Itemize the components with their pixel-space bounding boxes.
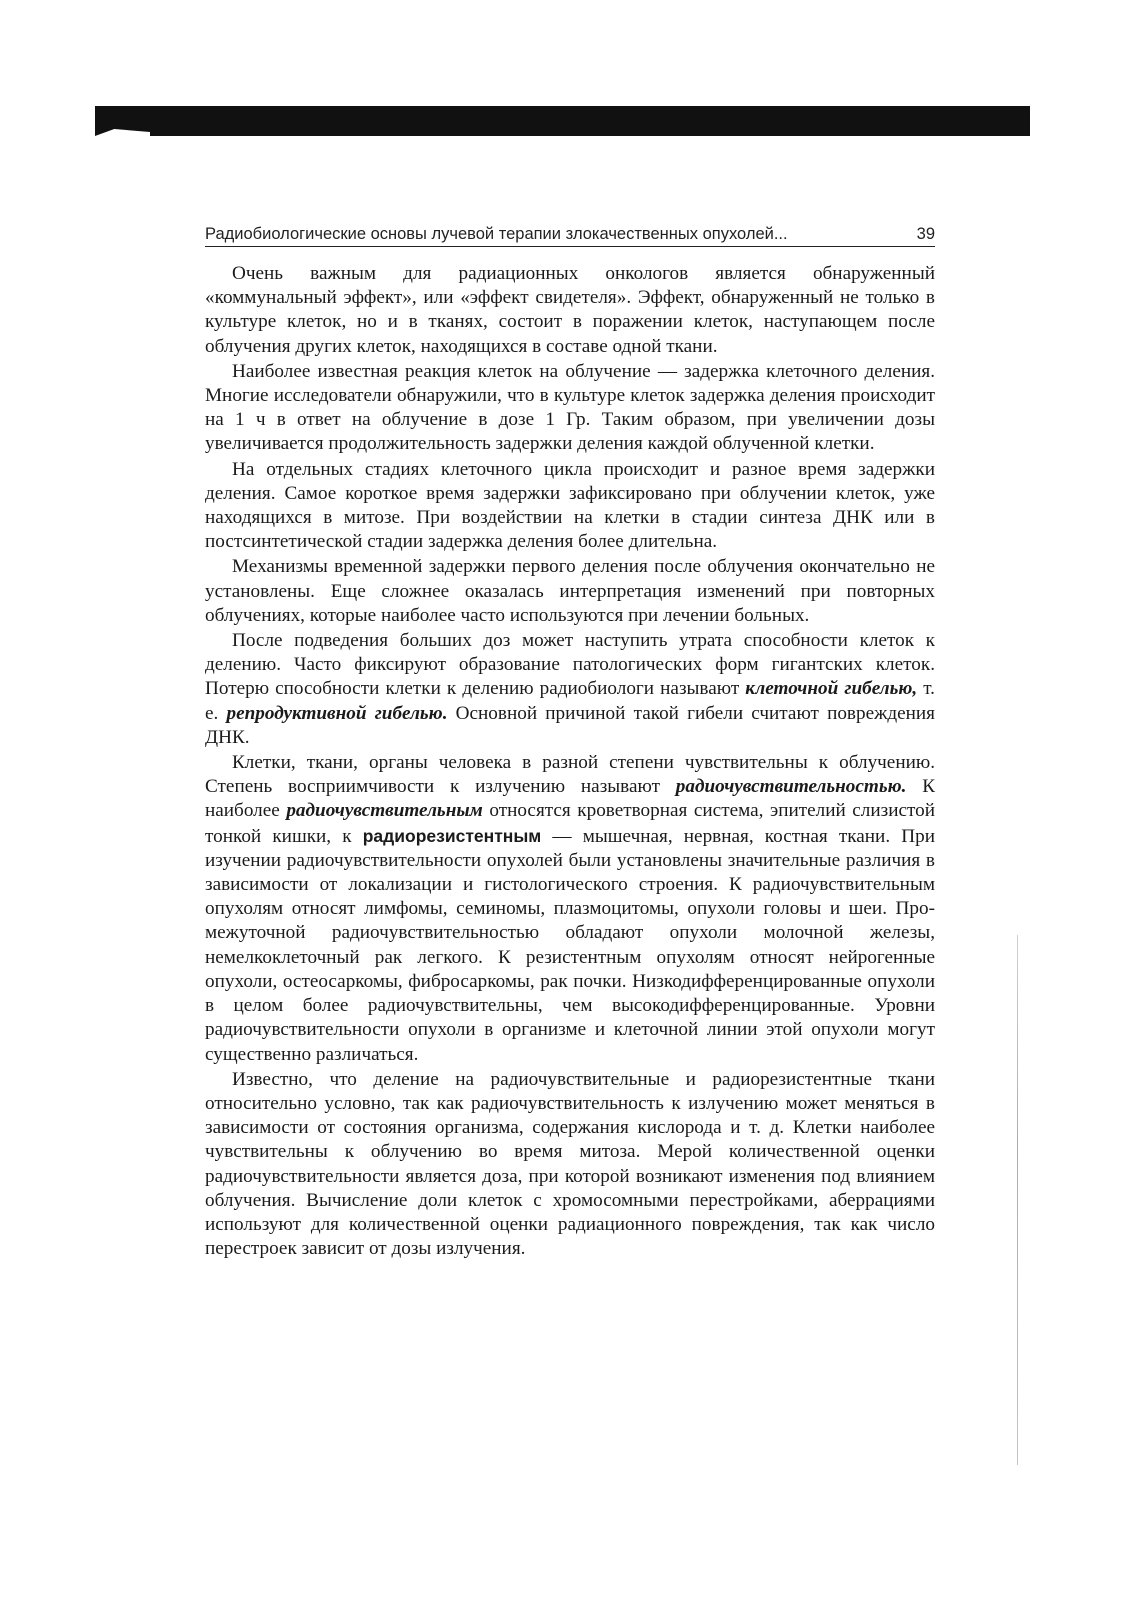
paragraph-6: [205, 751, 935, 1067]
header-black-bar: [95, 106, 1030, 136]
paragraph-5: [205, 629, 935, 750]
paragraph-6-text-3: относятся кроветворная система, эпителий слизистой тонкой кишки, к: [205, 800, 936, 847]
paragraph-6-text-4: — мышечная, нервная, костная ткани. При изучении радиочувствительности опухолей были установлены значительные различия в зависимости от локализации и гистологического строения. К радиочувствительным опухолям относят лимфомы, семиномы, плазмоцитомы, опухоли головы и шеи. Промежуточной радиочувствительностью обладают опухоли молочной железы, немелкоклеточный рак легкого. К резистентным опухолям относят нейрогенные опухоли, остеосаркомы, фибросаркомы, рак почки. Низкодифференцированные опухоли в целом более радиочувствительны, чем высокодифференцированные. Уровни радиочувствительности опухоли в организме и клеточной линии этой опухоли могут существенно различаться.: [205, 825, 935, 1065]
paragraph-5-text-2: т. е.: [205, 678, 935, 724]
paragraph-2: Наиболее известная реакция клеток на облучение — задержка клеточного деления. Многие исследователи обнаружили, что в культуре клеток задержка деления происходит на 1 ч в ответ на облучение в дозе 1 Гр. Таким образом, при увеличении дозы увеличивается продолжительность задержки деления каждой облученной клетки.: [205, 360, 935, 455]
paragraph-5-text-1: После подведения больших доз может наступить утрата способности клеток к делению. Часто фиксируют образование патологических форм гигантских клеток. Потерю способности клетки к делению радиобиологи называют: [205, 630, 935, 700]
paragraph-3: На отдельных стадиях клеточного цикла происходит и разное время задержки деления. Самое короткое время задержки зафиксировано при облучении клеток, уже находящихся в митозе. При воздействии на клетки в стадии синтеза ДНК или в постсинтетической стадии задержка деления более длительна.: [205, 458, 935, 553]
term-reproductive-death: репродуктивной гибелью.: [226, 702, 448, 724]
paragraph-7: Известно, что деление на радиочувствительные и радиорезистентные ткани относительно условно, так как радиочувствительность к излучению может меняться в зависимости от состояния организма, содержания кислорода и т. д. Клетки наиболее чувствительны к облучению во время митоза. Мерой количественной оценки радиочувствительности является доза, при которой возникают изменения под влиянием облучения. Вычисление доли клеток с хромосомными перестройками, аберрациями используют для количественной оценки радиационного повреждения, так как число перестроек зависит от дозы излучения.: [205, 1068, 935, 1260]
page-number: 39: [916, 225, 935, 243]
paragraph-1: Очень важным для радиационных онкологов является обнаруженный «коммунальный эффект», или «эффект свидетеля». Эффект, обнаруженный не только в культуре клеток, но и в тканях, состоит в поражении клеток, наступающем после облучения других клеток, находящихся в составе одной ткани.: [205, 263, 935, 357]
paragraph-6-text-1: Клетки, ткани, органы человека в разной степени чувствительны к облучению. Степень восприимчивости к излучению называют: [205, 752, 935, 798]
term-radioresistant: радиорезистентным: [362, 825, 542, 846]
scan-edge-line: [1017, 935, 1018, 1465]
running-title: Радиобиологические основы лучевой терапии злокачественных опухолей...: [205, 225, 788, 243]
term-radiosensitivity: радиочувствительностью.: [675, 776, 907, 798]
running-header: [205, 222, 935, 247]
paragraph-5-text-3: Основной причиной такой гибели считают повреждения ДНК.: [205, 702, 935, 748]
term-cellular-death: клеточной гибелью,: [745, 678, 918, 700]
paragraph-6-text-2: К наиболее: [205, 776, 935, 822]
paragraph-4: Механизмы временной задержки первого деления после облучения окончательно не установлены. Еще сложнее оказалась интерпретация изменений при повторных облучениях, которые наиболее часто используются при лечении больных.: [205, 556, 935, 626]
term-radiosensitive: радиочувствительным: [286, 800, 483, 822]
page-body: [205, 262, 935, 1262]
